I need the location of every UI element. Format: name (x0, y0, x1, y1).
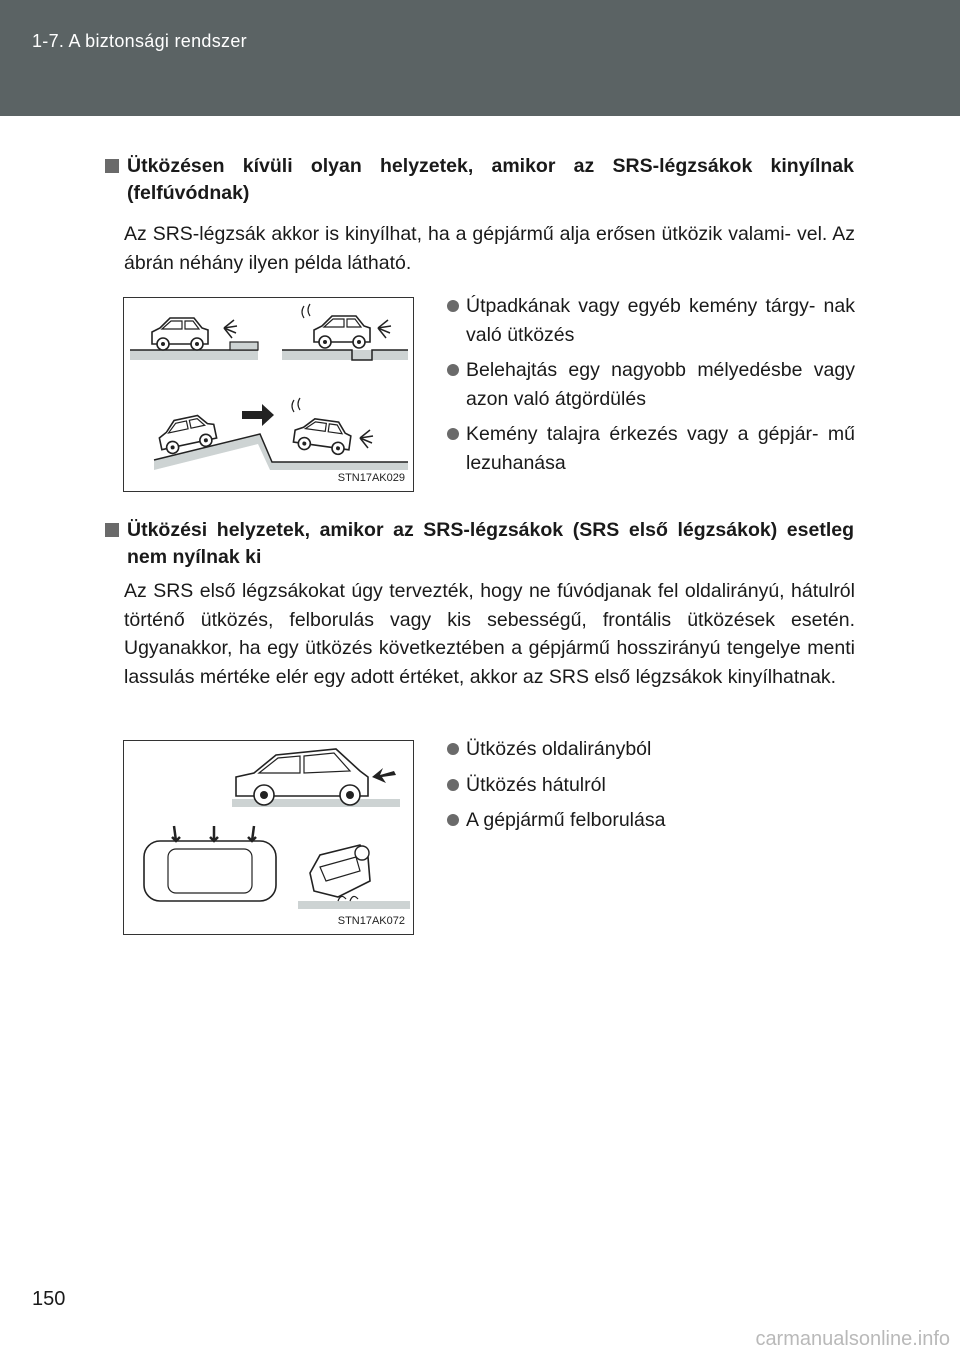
section-1-title-block (108, 153, 854, 207)
watermark: carmanualsonline.info (755, 1328, 950, 1350)
list-item (445, 771, 855, 800)
round-bullet-icon (447, 364, 459, 376)
section-1-bullet-list (445, 292, 855, 477)
section-2-title-block (108, 517, 854, 571)
list-item-text: Ütközés hátulról (466, 773, 606, 796)
round-bullet-icon (447, 743, 459, 755)
list-item-text: Belehajtás egy nagyobb mélyedésbe vagy azon való átgördülés (466, 359, 855, 410)
chapter-title: 1-7. A biztonsági rendszer (32, 31, 247, 51)
list-item (445, 735, 855, 764)
list-item (445, 806, 855, 835)
page-number: 150 (32, 1288, 66, 1310)
round-bullet-icon (447, 428, 459, 440)
list-item-text: Útpadkának vagy egyéb kemény tárgy- nak való ütközés (466, 295, 855, 346)
list-item (445, 420, 855, 477)
round-bullet-icon (447, 779, 459, 791)
page-header (0, 0, 960, 116)
section-1-title: Ütközésen kívüli olyan helyzetek, amikor az SRS-légzsákok kinyílnak (felfúvódnak) (127, 155, 854, 204)
figure-underbody-impact (123, 297, 414, 492)
round-bullet-icon (447, 300, 459, 312)
no-deploy-illustration (124, 741, 413, 934)
square-bullet-icon (105, 523, 119, 537)
section-1-body: Az SRS-légzsák akkor is kinyílhat, ha a gépjármű alja erősen ütközik valami- vel. Az ábrán néhány ilyen példa látható. (124, 223, 855, 274)
figure-code: STN17AK029 (337, 472, 405, 484)
list-item (445, 356, 855, 413)
section-2-body: Az SRS első légzsákokat úgy tervezték, hogy ne fúvódjanak fel oldalirányú, hátulról történő ütközés, felborulás vagy kis sebességű, frontális ütközések esetén. Ugyanakkor, ha egy ütközés következtében a gépjármű hosszirányú tengelye menti lassulás mértéke elér egy adott értéket, akkor az SRS első légzsákok kinyílhatnak. (124, 580, 855, 688)
list-item-text: A gépjármű felborulása (466, 809, 666, 831)
section-2-bullet-list (445, 735, 855, 835)
list-item (445, 292, 855, 349)
list-item-text: Ütközés oldalirányból (466, 738, 652, 760)
figure-code: STN17AK072 (337, 915, 405, 927)
list-item-text: Kemény talajra érkezés vagy a gépjár- mű lezuhanása (466, 423, 855, 474)
figure-no-deploy-situations (123, 740, 414, 935)
square-bullet-icon (105, 159, 119, 173)
section-2-title: Ütközési helyzetek, amikor az SRS-légzsákok (SRS első légzsákok) esetleg nem nyílnak ki (127, 519, 854, 568)
round-bullet-icon (447, 814, 459, 826)
underbody-impact-illustration (124, 298, 413, 491)
